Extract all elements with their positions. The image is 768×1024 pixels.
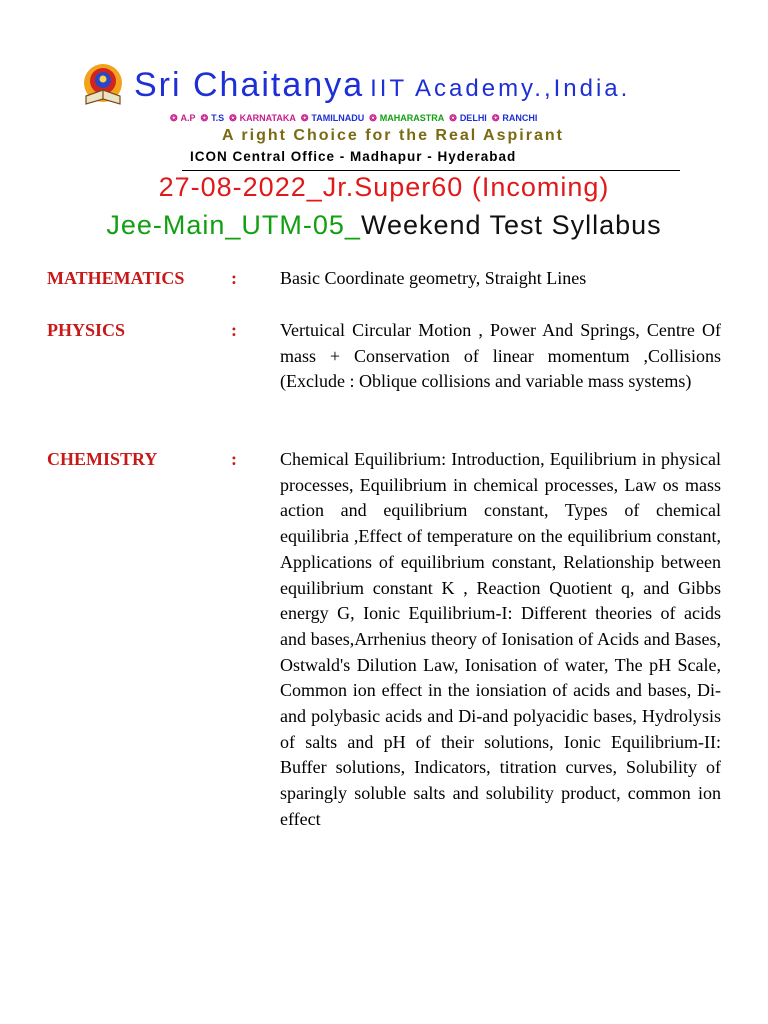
flower-bullet-icon: ❂ <box>491 113 500 123</box>
letterhead <box>0 0 768 175</box>
test-name-title <box>0 210 768 241</box>
state-label: A.P <box>180 113 196 123</box>
state-item <box>201 113 225 123</box>
subject-mathematics: MATHEMATICS <box>47 268 185 288</box>
brand-suffix: IIT Academy.,India. <box>370 75 631 102</box>
subject-separator: : <box>231 449 237 469</box>
state-label: TAMILNADU <box>311 113 365 123</box>
test-code: Jee-Main_UTM-05_ <box>106 210 361 240</box>
flower-bullet-icon: ❂ <box>170 113 178 123</box>
topics-chemistry: Chemical Equilibrium: Introduction, Equilibrium in physical processes, Equilibrium in chemical processes, Law os mass action and equilibrium constant, Types of chemical equilibria ,Effect of temperature on the equilibrium constant, Applications of equilibrium constant, Relationship between equilibrium constant K , Reaction Quotient q, and Gibbs energy G, Ionic Equilibrium-I: Different theories of acids and bases,Arrhenius theory of Ionisation of Acids and Bases, Ostwald's Dilution Law, Ionisation of water, The pH Scale, Common ion effect in the ionsiation of acids and bases, Di-and polybasic acids and Di-and polyacidic bases, Hydrolysis of salts and pH of their solutions, Ionic Equilibrium-II: Buffer solutions, Indicators, titration curves, Solubility of sparingly soluble salts and solubility product, common ion effect <box>280 449 721 829</box>
state-label: T.S <box>211 113 225 123</box>
state-item <box>449 113 487 123</box>
header-divider <box>182 170 680 171</box>
test-date-title: 27-08-2022_Jr.Super60 (Incoming) <box>158 172 610 202</box>
office-address: ICON Central Office - Madhapur - Hyderabad <box>190 149 517 164</box>
state-label: DELHI <box>459 113 487 123</box>
state-label: MAHARASTRA <box>379 113 445 123</box>
brand-name: Sri Chaitanya <box>134 66 365 104</box>
state-item <box>170 113 196 123</box>
state-item <box>229 113 296 123</box>
flower-bullet-icon: ❂ <box>449 113 457 123</box>
topics-mathematics: Basic Coordinate geometry, Straight Lines <box>280 268 587 288</box>
topics-physics: Vertuical Circular Motion , Power And Springs, Centre Of mass + Conservation of linear momentum ,Collisions (Exclude : Oblique collisions and variable mass systems) <box>280 320 721 392</box>
state-list <box>170 113 542 124</box>
subject-chemistry: CHEMISTRY <box>47 449 158 469</box>
state-label: KARNATAKA <box>239 113 296 123</box>
flower-bullet-icon: ❂ <box>229 113 237 123</box>
flower-bullet-icon: ❂ <box>300 113 309 123</box>
flower-bullet-icon: ❂ <box>369 113 377 123</box>
state-item <box>369 113 444 123</box>
tagline: A right Choice for the Real Aspirant <box>222 127 564 144</box>
academy-logo-icon <box>80 62 126 108</box>
subject-physics: PHYSICS <box>47 320 126 340</box>
state-item <box>492 113 538 123</box>
test-type: Weekend Test Syllabus <box>360 210 662 240</box>
state-item <box>301 113 364 123</box>
subject-separator: : <box>231 320 237 340</box>
flower-bullet-icon: ❂ <box>200 113 209 123</box>
brand-title <box>134 66 630 105</box>
subject-separator: : <box>231 268 237 288</box>
state-label: RANCHI <box>502 113 538 123</box>
